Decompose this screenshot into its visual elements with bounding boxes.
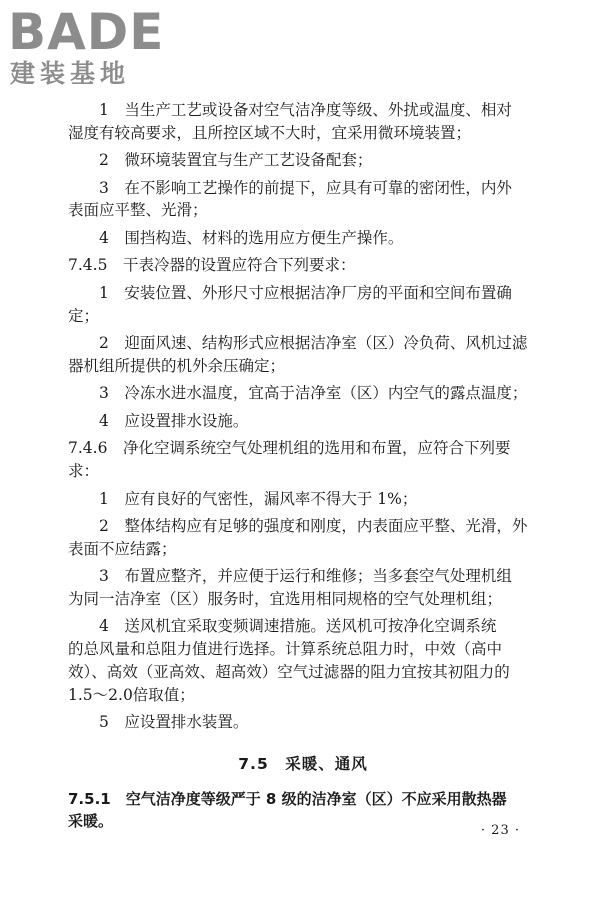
list-item: 1 安装位置、外形尺寸应根据洁净厂房的平面和空间布置确 [99, 283, 512, 302]
list-item-continuation: 湿度有较高要求，且所控区域不大时，宜采用微环境装置； [68, 123, 472, 142]
bade-logo [8, 3, 178, 88]
list-item: 3 冷冻水进水温度，宜高于洁净室（区）内空气的露点温度； [99, 384, 528, 403]
list-item: 3 布置应整齐，并应便于运行和维修；当多套空气处理机组 [99, 567, 512, 586]
section-heading: 7.5 采暖、通风 [238, 754, 368, 773]
list-item-continuation: 定； [68, 306, 100, 325]
list-item-continuation: 表面应平整、光滑； [68, 201, 208, 220]
list-item: 5 应设置排水装置。 [99, 713, 249, 732]
list-item-continuation: 1.5～2.0倍取值； [68, 685, 195, 704]
clause-continuation: 求： [68, 462, 100, 481]
page-number: · 23 · [480, 823, 520, 838]
clause-7-4-6: 7.4.6 净化空调系统空气处理机组的选用和布置，应符合下列要 [68, 439, 511, 458]
list-item-continuation: 器机组所提供的机外余压确定； [68, 356, 286, 375]
clause-7-4-5: 7.4.5 干表冷器的设置应符合下列要求： [68, 256, 356, 275]
list-item: 4 送风机宜采取变频调速措施。送风机可按净化空调系统 [99, 617, 497, 636]
list-item: 1 当生产工艺或设备对空气洁净度等级、外扰或温度、相对 [99, 101, 512, 119]
list-item: 1 应有良好的气密性，漏风率不得大于 1%； [99, 489, 418, 508]
clause-7-5-1: 7.5.1 空气洁净度等级严于 8 级的洁净室（区）不应采用散热器 [68, 789, 507, 808]
list-item: 4 应设置排水设施。 [99, 411, 249, 430]
list-item: 4 围挡构造、材料的选用应方便生产操作。 [99, 228, 404, 247]
list-item-continuation: 表面不应结露； [68, 539, 177, 558]
list-item-continuation: 效）、高效（亚高效、超高效）空气过滤器的阻力宜按其初阻力的 [68, 662, 510, 681]
document-body [68, 99, 538, 833]
list-item-continuation: 为同一洁净室（区）服务时，宜选用相同规格的空气处理机组； [68, 589, 503, 608]
clause-continuation: 采暖。 [68, 812, 114, 831]
list-item: 3 在不影响工艺操作的前提下，应具有可靠的密闭性，内外 [99, 178, 512, 197]
list-item: 2 整体结构应有足够的强度和刚度，内表面应平整、光滑，外 [99, 517, 528, 536]
list-item-continuation: 的总风量和总阻力值进行选择。计算系统总阻力时，中效（高中 [68, 640, 503, 659]
list-item: 2 微环境装置宜与生产工艺设备配套； [99, 151, 373, 170]
list-item: 2 迎面风速、结构形式应根据洁净室（区）冷负荷、风机过滤 [99, 334, 528, 353]
logo-subtitle: 建装基地 [10, 59, 131, 88]
logo-wordmark: BADE [8, 3, 165, 61]
